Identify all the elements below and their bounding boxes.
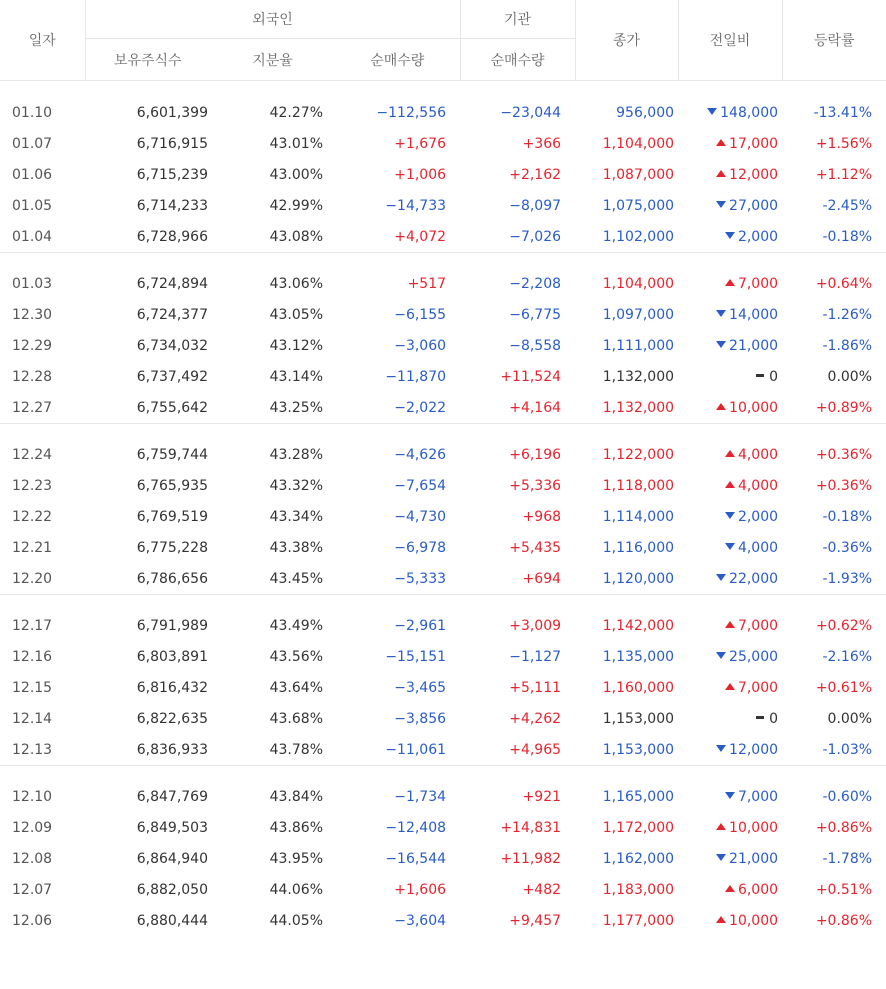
triangle-up-icon [716,403,726,410]
cell-date: 12.22 [12,508,53,525]
cell-close: 1,153,000 [602,741,675,758]
cell-shares: 6,880,444 [136,912,208,929]
cell-inst-net: −2,208 [509,275,562,292]
cell-foreign-net: −16,544 [385,850,447,867]
cell-rate: -1.93% [822,570,873,587]
cell-close: 1,132,000 [602,399,675,416]
cell-close: 1,102,000 [602,228,675,245]
table-row [0,392,886,424]
cell-rate: -0.36% [822,539,873,556]
cell-date: 12.15 [12,679,53,696]
cell-inst-net: +9,457 [509,912,562,929]
cell-rate: +0.86% [815,819,873,836]
cell-shares: 6,816,432 [136,679,208,696]
cell-shares: 6,791,989 [136,617,208,634]
cell-change [678,392,782,424]
cell-close: 1,132,000 [602,368,675,385]
cell-shares: 6,822,635 [136,710,208,727]
cell-close: 1,111,000 [602,337,675,354]
cell-foreign-net: −112,556 [376,104,447,121]
triangle-up-icon [725,885,735,892]
cell-ratio: 43.84% [269,788,323,805]
header-rate: 등락률 [782,0,886,81]
table-row [0,330,886,361]
cell-inst-net: +482 [522,881,562,898]
cell-rate: -2.16% [822,648,873,665]
triangle-up-icon [725,450,735,457]
cell-close: 1,118,000 [602,477,675,494]
cell-ratio: 43.25% [269,399,323,416]
group-spacer [0,595,886,610]
cell-rate: 0.00% [827,710,873,727]
change-value: 10,000 [729,399,779,416]
cell-inst-net: −1,127 [509,648,562,665]
cell-rate: +1.12% [815,166,873,183]
cell-change [678,97,782,128]
header-institution: 기관 [460,0,575,39]
cell-shares: 6,715,239 [136,166,208,183]
cell-rate: -1.86% [822,337,873,354]
table-row [0,221,886,253]
triangle-up-icon [725,683,735,690]
cell-ratio: 43.05% [269,306,323,323]
cell-change [678,672,782,703]
header-foreign: 외국인 [85,0,460,39]
table-row [0,159,886,190]
cell-foreign-net: −14,733 [385,197,447,214]
table-row [0,470,886,501]
cell-change [678,159,782,190]
change-value: 2,000 [737,228,779,245]
cell-ratio: 43.01% [269,135,323,152]
table-row [0,190,886,221]
change-value: 148,000 [720,104,779,121]
dash-icon [756,374,764,377]
cell-foreign-net: +1,676 [394,135,447,152]
triangle-up-icon [725,481,735,488]
cell-close: 1,177,000 [602,912,675,929]
cell-shares: 6,836,933 [136,741,208,758]
cell-shares: 6,765,935 [136,477,208,494]
group-spacer [0,253,886,268]
cell-date: 01.03 [12,275,53,292]
table-row [0,563,886,595]
cell-foreign-net: −6,978 [394,539,447,556]
change-value: 4,000 [737,477,779,494]
cell-rate: +0.62% [815,617,873,634]
table-row [0,874,886,905]
cell-ratio: 43.68% [269,710,323,727]
triangle-down-icon [716,341,726,348]
table-row [0,812,886,843]
cell-change [678,268,782,299]
cell-ratio: 43.64% [269,679,323,696]
cell-foreign-net: −2,022 [394,399,447,416]
cell-foreign-net: −12,408 [385,819,447,836]
cell-date: 12.08 [12,850,53,867]
cell-close: 1,183,000 [602,881,675,898]
change-value: 4,000 [737,539,779,556]
cell-change [678,843,782,874]
triangle-up-icon [716,139,726,146]
cell-foreign-net: −11,870 [385,368,447,385]
cell-inst-net: +4,262 [509,710,562,727]
cell-inst-net: −8,097 [509,197,562,214]
group-spacer [0,766,886,781]
header-change: 전일비 [678,0,782,81]
change-value: 21,000 [729,850,779,867]
cell-rate: +0.61% [815,679,873,696]
change-value: 25,000 [729,648,779,665]
cell-foreign-net: −6,155 [394,306,447,323]
triangle-up-icon [725,279,735,286]
cell-date: 12.28 [12,368,53,385]
cell-ratio: 43.56% [269,648,323,665]
cell-date: 12.21 [12,539,53,556]
cell-ratio: 43.00% [269,166,323,183]
group-spacer [0,424,886,439]
cell-ratio: 43.28% [269,446,323,463]
change-value: 0 [769,710,779,727]
cell-ratio: 43.32% [269,477,323,494]
change-value: 4,000 [737,446,779,463]
table-row [0,703,886,734]
table-row [0,843,886,874]
cell-inst-net: +4,965 [509,741,562,758]
cell-rate: -1.03% [822,741,873,758]
cell-change [678,532,782,563]
cell-ratio: 42.99% [269,197,323,214]
table-row [0,128,886,159]
cell-date: 12.30 [12,306,53,323]
cell-close: 1,162,000 [602,850,675,867]
cell-shares: 6,849,503 [136,819,208,836]
cell-shares: 6,775,228 [136,539,208,556]
cell-change [678,781,782,812]
table-row [0,268,886,299]
cell-inst-net: +14,831 [500,819,562,836]
header-ratio: 지분율 [210,39,335,81]
change-value: 27,000 [729,197,779,214]
change-value: 0 [769,368,779,385]
change-value: 10,000 [729,912,779,929]
cell-close: 1,087,000 [602,166,675,183]
cell-shares: 6,728,966 [136,228,208,245]
table-row [0,501,886,532]
cell-rate: +0.36% [815,446,873,463]
cell-close: 1,172,000 [602,819,675,836]
triangle-up-icon [716,916,726,923]
cell-close: 1,116,000 [602,539,675,556]
cell-inst-net: +11,982 [500,850,562,867]
cell-shares: 6,882,050 [136,881,208,898]
cell-close: 1,160,000 [602,679,675,696]
cell-foreign-net: −3,604 [394,912,447,929]
cell-foreign-net: −3,465 [394,679,447,696]
cell-date: 01.05 [12,197,53,214]
cell-date: 12.07 [12,881,53,898]
cell-ratio: 44.05% [269,912,323,929]
change-value: 12,000 [729,166,779,183]
cell-change [678,641,782,672]
cell-shares: 6,724,894 [136,275,208,292]
change-value: 10,000 [729,819,779,836]
cell-inst-net: +921 [522,788,562,805]
cell-rate: -0.18% [822,508,873,525]
cell-inst-net: +2,162 [509,166,562,183]
cell-ratio: 43.86% [269,819,323,836]
cell-change [678,874,782,905]
header-shares: 보유주식수 [85,39,210,81]
triangle-down-icon [716,854,726,861]
cell-shares: 6,864,940 [136,850,208,867]
cell-inst-net: +5,336 [509,477,562,494]
cell-rate: +0.36% [815,477,873,494]
change-value: 21,000 [729,337,779,354]
cell-date: 01.07 [12,135,53,152]
cell-shares: 6,734,032 [136,337,208,354]
table-row [0,610,886,641]
cell-shares: 6,759,744 [136,446,208,463]
cell-shares: 6,601,399 [136,104,208,121]
cell-rate: +1.56% [815,135,873,152]
cell-foreign-net: +517 [407,275,447,292]
cell-ratio: 43.38% [269,539,323,556]
cell-foreign-net: −3,856 [394,710,447,727]
group-spacer [0,81,886,98]
triangle-up-icon [716,823,726,830]
cell-ratio: 43.45% [269,570,323,587]
cell-ratio: 43.06% [269,275,323,292]
cell-foreign-net: −5,333 [394,570,447,587]
cell-change [678,905,782,936]
cell-close: 1,135,000 [602,648,675,665]
cell-rate: -1.78% [822,850,873,867]
cell-close: 1,142,000 [602,617,675,634]
cell-inst-net: −6,775 [509,306,562,323]
table-row [0,641,886,672]
table-row [0,299,886,330]
cell-date: 12.20 [12,570,53,587]
cell-inst-net: +4,164 [509,399,562,416]
cell-ratio: 43.12% [269,337,323,354]
cell-date: 12.29 [12,337,53,354]
cell-rate: +0.51% [815,881,873,898]
cell-change [678,128,782,159]
change-value: 17,000 [729,135,779,152]
triangle-down-icon [716,574,726,581]
cell-change [678,470,782,501]
triangle-down-icon [725,792,735,799]
cell-rate: -1.26% [822,306,873,323]
cell-shares: 6,755,642 [136,399,208,416]
cell-shares: 6,786,656 [136,570,208,587]
cell-close: 1,097,000 [602,306,675,323]
cell-close: 1,104,000 [602,275,675,292]
triangle-down-icon [716,201,726,208]
change-value: 2,000 [737,508,779,525]
table-row [0,97,886,128]
triangle-up-icon [725,621,735,628]
cell-inst-net: −7,026 [509,228,562,245]
header-inst-net: 순매수량 [460,39,575,81]
triangle-down-icon [716,652,726,659]
triangle-down-icon [725,512,735,519]
cell-date: 12.06 [12,912,53,929]
cell-change [678,703,782,734]
cell-close: 1,165,000 [602,788,675,805]
change-value: 7,000 [737,275,779,292]
cell-rate: -0.18% [822,228,873,245]
cell-date: 12.14 [12,710,53,727]
cell-inst-net: −23,044 [500,104,562,121]
cell-shares: 6,769,519 [136,508,208,525]
cell-date: 01.04 [12,228,53,245]
cell-inst-net: +694 [522,570,562,587]
cell-date: 12.27 [12,399,53,416]
cell-ratio: 43.14% [269,368,323,385]
table-row [0,781,886,812]
cell-ratio: 43.08% [269,228,323,245]
cell-foreign-net: +1,006 [394,166,447,183]
cell-rate: -2.45% [822,197,873,214]
cell-date: 12.23 [12,477,53,494]
cell-shares: 6,714,233 [136,197,208,214]
cell-change [678,501,782,532]
table-header [0,0,886,81]
cell-close: 1,104,000 [602,135,675,152]
triangle-down-icon [725,232,735,239]
change-value: 7,000 [737,617,779,634]
cell-rate: -13.41% [813,104,873,121]
cell-rate: -0.60% [822,788,873,805]
cell-foreign-net: −11,061 [385,741,447,758]
cell-inst-net: +968 [522,508,562,525]
header-close: 종가 [575,0,678,81]
cell-date: 12.09 [12,819,53,836]
table-row [0,532,886,563]
cell-ratio: 44.06% [269,881,323,898]
cell-inst-net: −8,558 [509,337,562,354]
cell-date: 12.17 [12,617,53,634]
triangle-down-icon [716,745,726,752]
cell-shares: 6,724,377 [136,306,208,323]
cell-close: 1,075,000 [602,197,675,214]
cell-change [678,563,782,595]
change-value: 12,000 [729,741,779,758]
cell-inst-net: +11,524 [500,368,562,385]
cell-rate: +0.86% [815,912,873,929]
cell-inst-net: +5,111 [509,679,562,696]
cell-date: 12.13 [12,741,53,758]
cell-date: 12.16 [12,648,53,665]
cell-foreign-net: −2,961 [394,617,447,634]
cell-rate: +0.89% [815,399,873,416]
change-value: 22,000 [729,570,779,587]
cell-close: 1,120,000 [602,570,675,587]
cell-change [678,221,782,253]
table-row [0,734,886,766]
cell-inst-net: +5,435 [509,539,562,556]
cell-shares: 6,803,891 [136,648,208,665]
cell-date: 01.06 [12,166,53,183]
cell-ratio: 43.34% [269,508,323,525]
table-row [0,905,886,936]
cell-foreign-net: −7,654 [394,477,447,494]
cell-foreign-net: −1,734 [394,788,447,805]
cell-shares: 6,716,915 [136,135,208,152]
cell-rate: 0.00% [827,368,873,385]
cell-foreign-net: −4,730 [394,508,447,525]
change-value: 7,000 [737,679,779,696]
triangle-up-icon [716,170,726,177]
cell-change [678,330,782,361]
cell-inst-net: +6,196 [509,446,562,463]
triangle-down-icon [725,543,735,550]
cell-change [678,190,782,221]
table-body [0,81,886,937]
triangle-down-icon [707,108,717,115]
cell-foreign-net: +4,072 [394,228,447,245]
change-value: 6,000 [737,881,779,898]
cell-close: 1,114,000 [602,508,675,525]
cell-foreign-net: −3,060 [394,337,447,354]
cell-change [678,361,782,392]
table-row [0,361,886,392]
triangle-down-icon [716,310,726,317]
cell-foreign-net: −15,151 [385,648,447,665]
cell-change [678,610,782,641]
cell-close: 1,153,000 [602,710,675,727]
cell-inst-net: +366 [522,135,562,152]
cell-ratio: 42.27% [269,104,323,121]
cell-inst-net: +3,009 [509,617,562,634]
dash-icon [756,716,764,719]
header-date: 일자 [0,0,85,81]
cell-shares: 6,737,492 [136,368,208,385]
cell-change [678,439,782,470]
cell-change [678,734,782,766]
table-row [0,672,886,703]
cell-ratio: 43.95% [269,850,323,867]
table-row [0,439,886,470]
cell-ratio: 43.78% [269,741,323,758]
cell-close: 1,122,000 [602,446,675,463]
change-value: 14,000 [729,306,779,323]
cell-change [678,812,782,843]
cell-rate: +0.64% [815,275,873,292]
cell-date: 12.24 [12,446,53,463]
cell-change [678,299,782,330]
change-value: 7,000 [737,788,779,805]
cell-date: 01.10 [12,104,53,121]
cell-foreign-net: +1,606 [394,881,447,898]
cell-foreign-net: −4,626 [394,446,447,463]
header-foreign-net: 순매수량 [335,39,460,81]
cell-ratio: 43.49% [269,617,323,634]
cell-date: 12.10 [12,788,53,805]
cell-shares: 6,847,769 [136,788,208,805]
cell-close: 956,000 [616,104,675,121]
